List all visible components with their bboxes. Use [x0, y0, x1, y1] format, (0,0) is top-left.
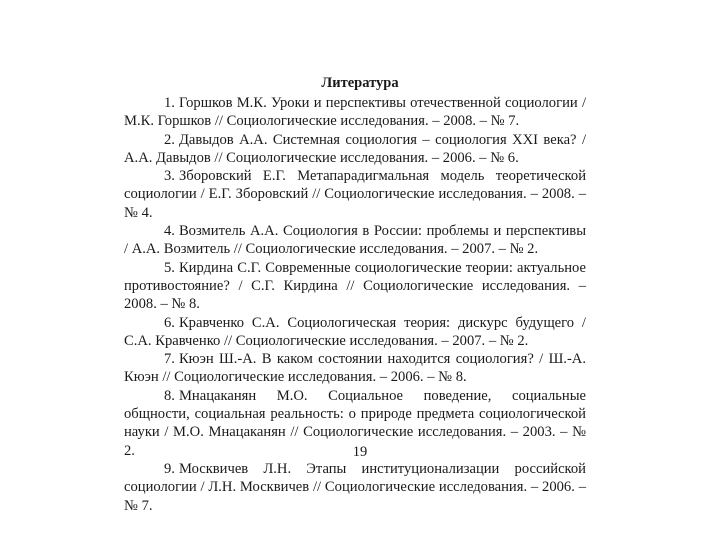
reference-number: 4. [164, 223, 175, 240]
reference-number: 6. [164, 314, 175, 331]
reference-number: 3. [164, 168, 175, 185]
reference-item [124, 460, 586, 515]
reference-text: Возмитель А.А. Социология в России: проблемы и перспективы / А.А. Возмитель // Социологические исследования. – 2007. – № 2. [124, 223, 586, 258]
reference-item [124, 167, 586, 222]
reference-item [124, 222, 586, 259]
reference-text: Горшков М.К. Уроки и перспективы отечественной социологии / М.К. Горшков // Социологические исследования. – 2008. – № 7. [124, 95, 586, 130]
reference-text: Кирдина С.Г. Современные социологические теории: актуальное противостояние? / С.Г. Кирдина // Социологические исследования. – 2008. – № 8. [124, 259, 586, 313]
reference-item [124, 131, 586, 168]
reference-text: Мнацаканян М.О. Социальное поведение, социальные общности, социальная реальность: о природе предмета социологической науки / М.О. Мнацаканян // Социологические исследования. – 2003. – № 2. [124, 387, 586, 459]
reference-text: Кюэн Ш.-А. В каком состоянии находится социология? / Ш.-А. Кюэн // Социологические исследования. – 2006. – № 8. [124, 351, 586, 386]
reference-number: 7. [164, 351, 175, 368]
reference-text: Кравченко С.А. Социологическая теория: дискурс будущего / С.А. Кравченко // Социологические исследования. – 2007. – № 2. [124, 314, 586, 349]
reference-number: 2. [164, 131, 175, 148]
reference-number: 5. [164, 259, 175, 276]
reference-text: Давыдов А.А. Системная социология – социология XXI века? / А.А. Давыдов // Социологические исследования. – 2006. – № 6. [124, 131, 586, 166]
reference-item [124, 350, 586, 387]
reference-number: 8. [164, 387, 175, 404]
reference-text: Зборовский Е.Г. Метапарадигмальная модель теоретической социологии / Е.Г. Зборовский // Социологические исследования. – 2008. – № 4. [124, 168, 586, 221]
reference-text: Москвичев Л.Н. Этапы институционализации российской социологии / Л.Н. Москвичев // Социологические исследования. – 2006. – № 7. [124, 460, 586, 514]
reference-number: 9. [164, 460, 175, 477]
reference-item [124, 94, 586, 131]
page-number: 19 [352, 444, 368, 460]
reference-number: 1. [164, 95, 175, 111]
reference-item [124, 259, 586, 314]
reference-item [124, 314, 586, 351]
page-title: Литература [321, 75, 399, 91]
